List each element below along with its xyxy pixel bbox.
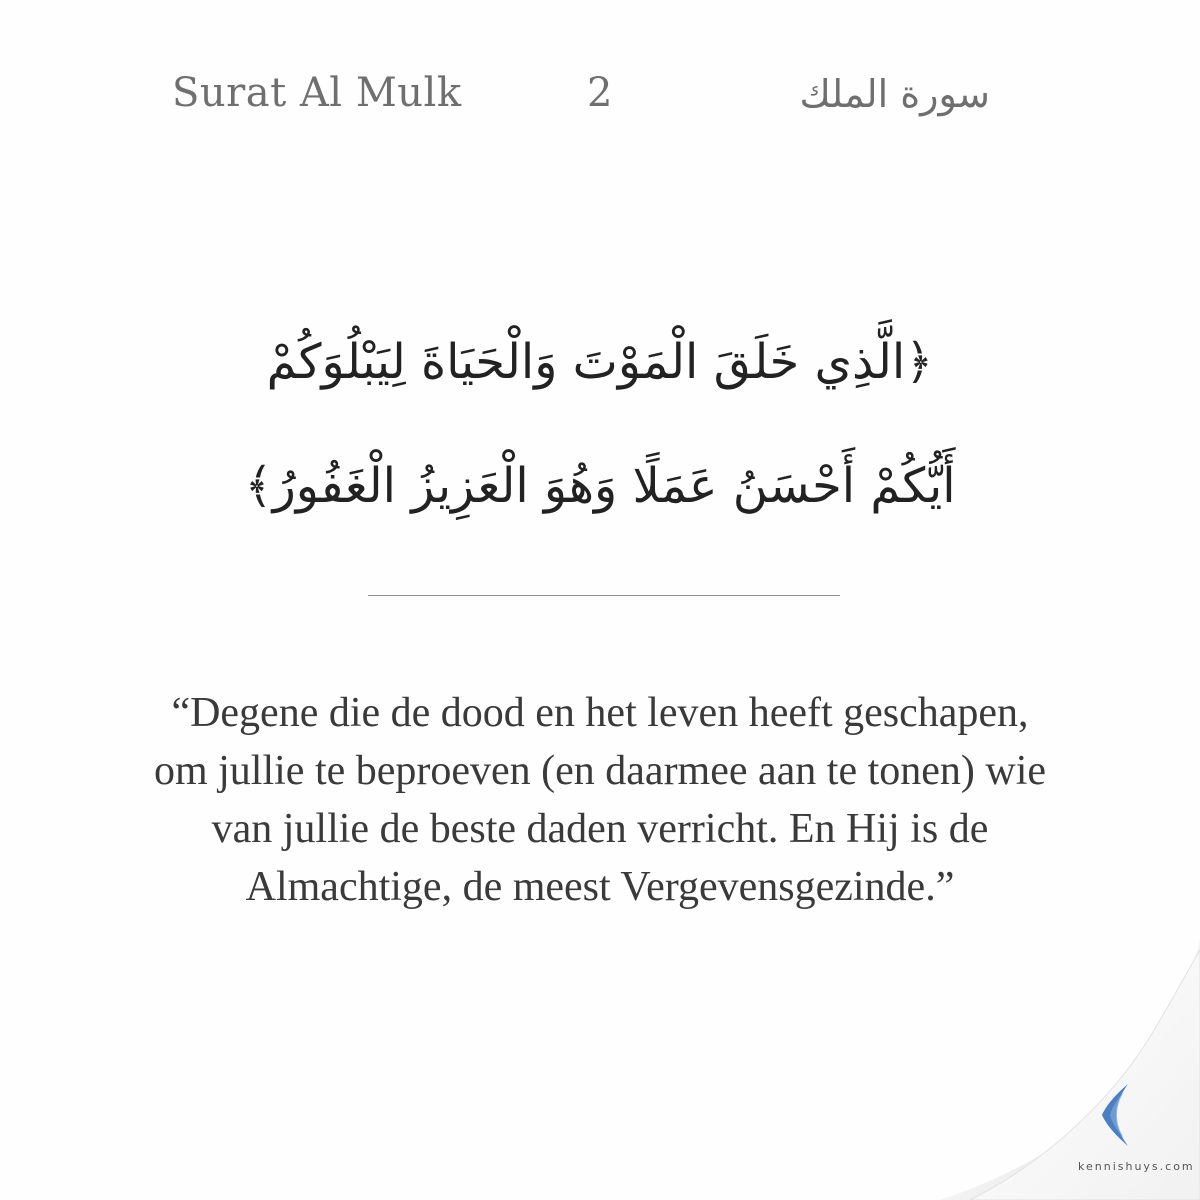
arabic-verse-line: ﴿الَّذِي خَلَقَ الْمَوْتَ وَالْحَيَاةَ لِيَبْلُوَكُمْ: [266, 334, 934, 390]
k-logo-icon: [1090, 1080, 1150, 1150]
translation-line: om jullie te beproeven (en daarmee aan te tonen) wie: [153, 748, 1047, 794]
divider: [368, 595, 840, 596]
verse-number: 2: [587, 70, 613, 116]
surah-title-latin: Surat Al Mulk: [172, 70, 462, 116]
translation-line: van jullie de beste daden verricht. En Hij is de: [211, 806, 989, 852]
brand-website: kennishuys.com: [1078, 1160, 1195, 1173]
translation-line: “Degene die de dood en het leven heeft geschapen,: [171, 690, 1029, 736]
dutch-translation: [60, 684, 1140, 916]
surah-title-arabic: سورة الملك: [799, 72, 990, 116]
translation-line: Almachtige, de meest Vergevensgezinde.”: [245, 864, 955, 910]
arabic-verse-line: أَيُّكُمْ أَحْسَنُ عَمَلًا وَهُوَ الْعَزِيزُ الْغَفُورُ﴾: [244, 458, 956, 514]
arabic-verse: [140, 300, 1060, 548]
